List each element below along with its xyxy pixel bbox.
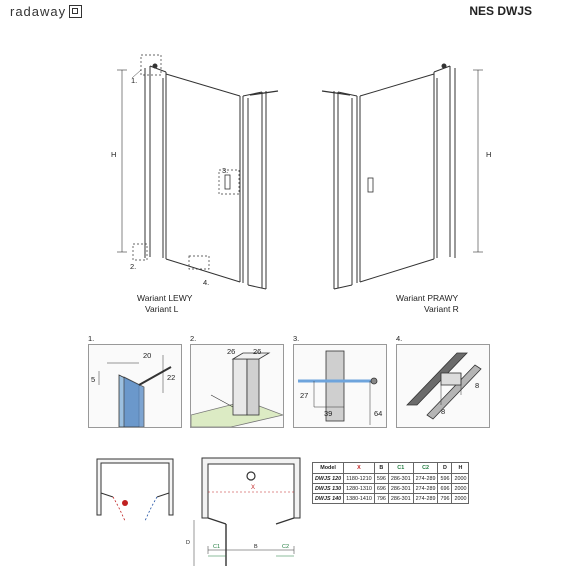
- detail-2-number: 2.: [190, 334, 197, 343]
- table-cell: 274-289: [413, 484, 438, 494]
- detail-2: [190, 344, 284, 428]
- callout-3: 3.: [222, 166, 229, 175]
- detail-3: [293, 344, 387, 428]
- callout-1: 1.: [131, 76, 138, 85]
- plan-x-label: X: [251, 485, 256, 491]
- plan-b-label: B: [254, 544, 258, 550]
- spec-table-header: [313, 463, 469, 474]
- table-row: [313, 494, 469, 504]
- table-cell: DWJS 140: [313, 494, 344, 504]
- detail-2-dim-a: 26: [227, 347, 236, 356]
- table-cell: 286-301: [388, 494, 413, 504]
- table-row: [313, 484, 469, 494]
- detail-2-dim-b: 26: [253, 347, 262, 356]
- detail-4-number: 4.: [396, 334, 403, 343]
- left-variant-pl: Wariant LEWY: [137, 293, 193, 303]
- spec-header-6: H: [452, 463, 469, 474]
- detail-1-dim-a: 20: [143, 351, 152, 360]
- left-variant-en: Variant L: [145, 304, 179, 314]
- detail-3-dim-a: 27: [300, 391, 309, 400]
- table-cell: 2000: [452, 484, 469, 494]
- table-cell: 1380-1410: [344, 494, 375, 504]
- table-cell: 2000: [452, 474, 469, 484]
- right-variant-caption: [396, 293, 459, 315]
- model-title: NES DWJS: [469, 4, 532, 18]
- table-cell: 1180-1210: [344, 474, 375, 484]
- plan-c1-label: C1: [213, 544, 221, 550]
- spec-header-1: X: [344, 463, 375, 474]
- plan-d-label: D: [186, 540, 190, 546]
- spec-table-container: [312, 462, 469, 504]
- detail-4-dim-a: 8: [475, 381, 480, 390]
- callout-2: 2.: [130, 262, 137, 271]
- table-cell: 274-289: [413, 494, 438, 504]
- detail-3-number: 3.: [293, 334, 300, 343]
- brand-name: radaway: [10, 4, 67, 19]
- spec-table: [312, 462, 469, 504]
- detail-1: [88, 344, 182, 428]
- right-variant-en: Variant R: [424, 304, 459, 314]
- detail-4-dim-b: 8: [441, 407, 446, 416]
- table-cell: DWJS 120: [313, 474, 344, 484]
- detail-3-dim-b: 39: [324, 409, 333, 418]
- detail-4: [396, 344, 490, 428]
- detail-1-dim-c: 22: [167, 373, 176, 382]
- right-variant-drawing: [322, 64, 483, 289]
- spec-header-4: C2: [413, 463, 438, 474]
- right-height-label: H: [486, 150, 492, 159]
- main-plan-view: [186, 454, 308, 568]
- detail-3-dim-c: 64: [374, 409, 383, 418]
- left-variant-caption: [137, 293, 192, 315]
- table-cell: 286-301: [388, 484, 413, 494]
- spec-header-2: B: [374, 463, 388, 474]
- table-cell: 796: [374, 494, 388, 504]
- spec-header-3: C1: [388, 463, 413, 474]
- detail-1-number: 1.: [88, 334, 95, 343]
- left-variant-drawing: [117, 55, 278, 289]
- table-cell: 596: [438, 474, 452, 484]
- plan-c2-label: C2: [282, 544, 290, 550]
- table-cell: DWJS 130: [313, 484, 344, 494]
- spec-table-body: [313, 474, 469, 504]
- detail-1-dim-b: 5: [91, 375, 96, 384]
- table-cell: 596: [374, 474, 388, 484]
- table-cell: 696: [438, 484, 452, 494]
- spec-header-5: D: [438, 463, 452, 474]
- spec-header-0: Model: [313, 463, 344, 474]
- table-cell: 796: [438, 494, 452, 504]
- table-cell: 274-289: [413, 474, 438, 484]
- callout-4: 4.: [203, 278, 210, 287]
- table-cell: 286-301: [388, 474, 413, 484]
- left-height-label: H: [111, 150, 117, 159]
- table-cell: 1280-1310: [344, 484, 375, 494]
- table-cell: 2000: [452, 494, 469, 504]
- small-plan-view: [95, 455, 175, 525]
- table-cell: 696: [374, 484, 388, 494]
- right-variant-pl: Wariant PRAWY: [396, 293, 459, 303]
- table-row: [313, 474, 469, 484]
